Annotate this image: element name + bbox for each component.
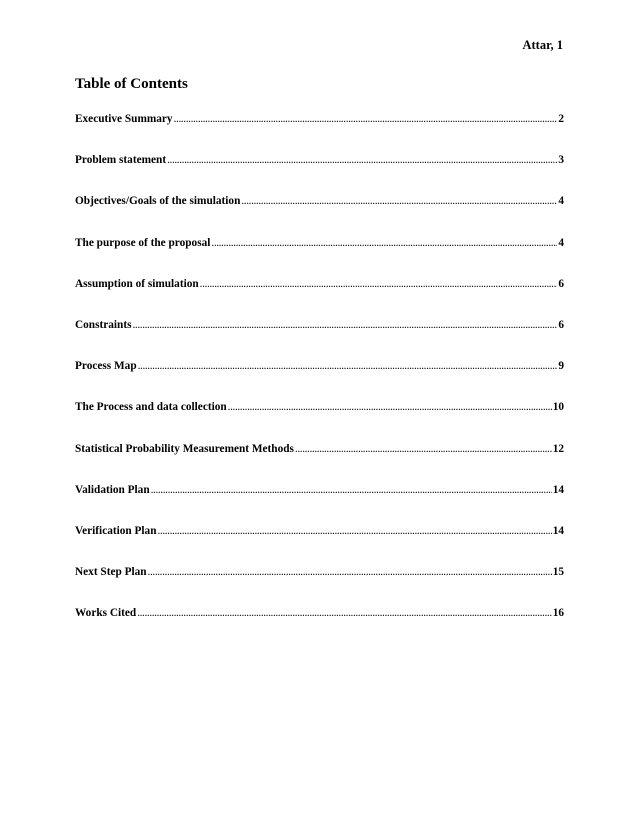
- toc-dot-leader: [138, 360, 558, 372]
- toc-entry-page: 10: [552, 401, 564, 414]
- toc-entry-label: Executive Summary: [75, 113, 173, 125]
- toc-dot-leader: [137, 607, 552, 619]
- toc-entry[interactable]: [75, 113, 564, 154]
- toc-entry-label: Verification Plan: [75, 524, 157, 537]
- toc-entry-page: 3: [558, 154, 564, 167]
- toc-entry-label: Statistical Probability Measurement Methods: [75, 442, 294, 455]
- toc-entry-page: 14: [552, 524, 564, 537]
- toc-dot-leader: [295, 443, 552, 455]
- toc-entry-page: 14: [552, 483, 564, 496]
- toc-entry[interactable]: [75, 195, 564, 236]
- toc-dot-leader: [174, 113, 558, 125]
- toc-entry-label: The Process and data collection: [75, 401, 227, 414]
- toc-entry-page: 4: [558, 236, 564, 249]
- toc-entry[interactable]: [75, 237, 564, 278]
- toc-entry-label: Validation Plan: [75, 483, 150, 496]
- toc-dot-leader: [148, 566, 552, 578]
- toc-dot-leader: [133, 319, 558, 331]
- toc-list: [75, 113, 564, 648]
- toc-entry-label: Process Map: [75, 360, 137, 373]
- toc-entry-page: 15: [552, 566, 564, 579]
- toc-entry-label: Next Step Plan: [75, 566, 147, 579]
- toc-entry-label: The purpose of the proposal: [75, 236, 211, 249]
- toc-dot-leader: [228, 401, 552, 413]
- toc-entry-label: Objectives/Goals of the simulation: [75, 195, 241, 208]
- toc-entry[interactable]: [75, 566, 564, 607]
- toc-entry-page: 16: [552, 607, 564, 620]
- toc-entry[interactable]: [75, 607, 564, 648]
- toc-entry[interactable]: [75, 278, 564, 319]
- toc-entry[interactable]: [75, 360, 564, 401]
- toc-entry-label: Assumption of simulation: [75, 277, 199, 290]
- toc-dot-leader: [151, 484, 552, 496]
- toc-entry[interactable]: [75, 525, 564, 566]
- toc-dot-leader: [167, 154, 557, 166]
- toc-entry-page: 2: [558, 113, 564, 125]
- toc-entry-page: 4: [558, 195, 564, 208]
- toc-dot-leader: [157, 525, 551, 537]
- toc-entry-page: 6: [558, 318, 564, 331]
- toc-entry[interactable]: [75, 319, 564, 360]
- toc-entry[interactable]: [75, 484, 564, 525]
- toc-entry-page: 6: [558, 277, 564, 290]
- toc-title: Table of Contents: [75, 76, 188, 92]
- toc-entry[interactable]: [75, 443, 564, 484]
- toc-entry-page: 12: [552, 442, 564, 455]
- toc-dot-leader: [211, 237, 557, 249]
- toc-entry-label: Works Cited: [75, 607, 137, 620]
- toc-dot-leader: [241, 195, 557, 207]
- toc-entry-label: Problem statement: [75, 154, 167, 167]
- toc-dot-leader: [200, 278, 558, 290]
- toc-entry[interactable]: [75, 154, 564, 195]
- toc-entry[interactable]: [75, 401, 564, 442]
- running-head: Attar, 1: [522, 38, 563, 52]
- toc-entry-page: 9: [558, 360, 564, 373]
- toc-entry-label: Constraints: [75, 318, 132, 331]
